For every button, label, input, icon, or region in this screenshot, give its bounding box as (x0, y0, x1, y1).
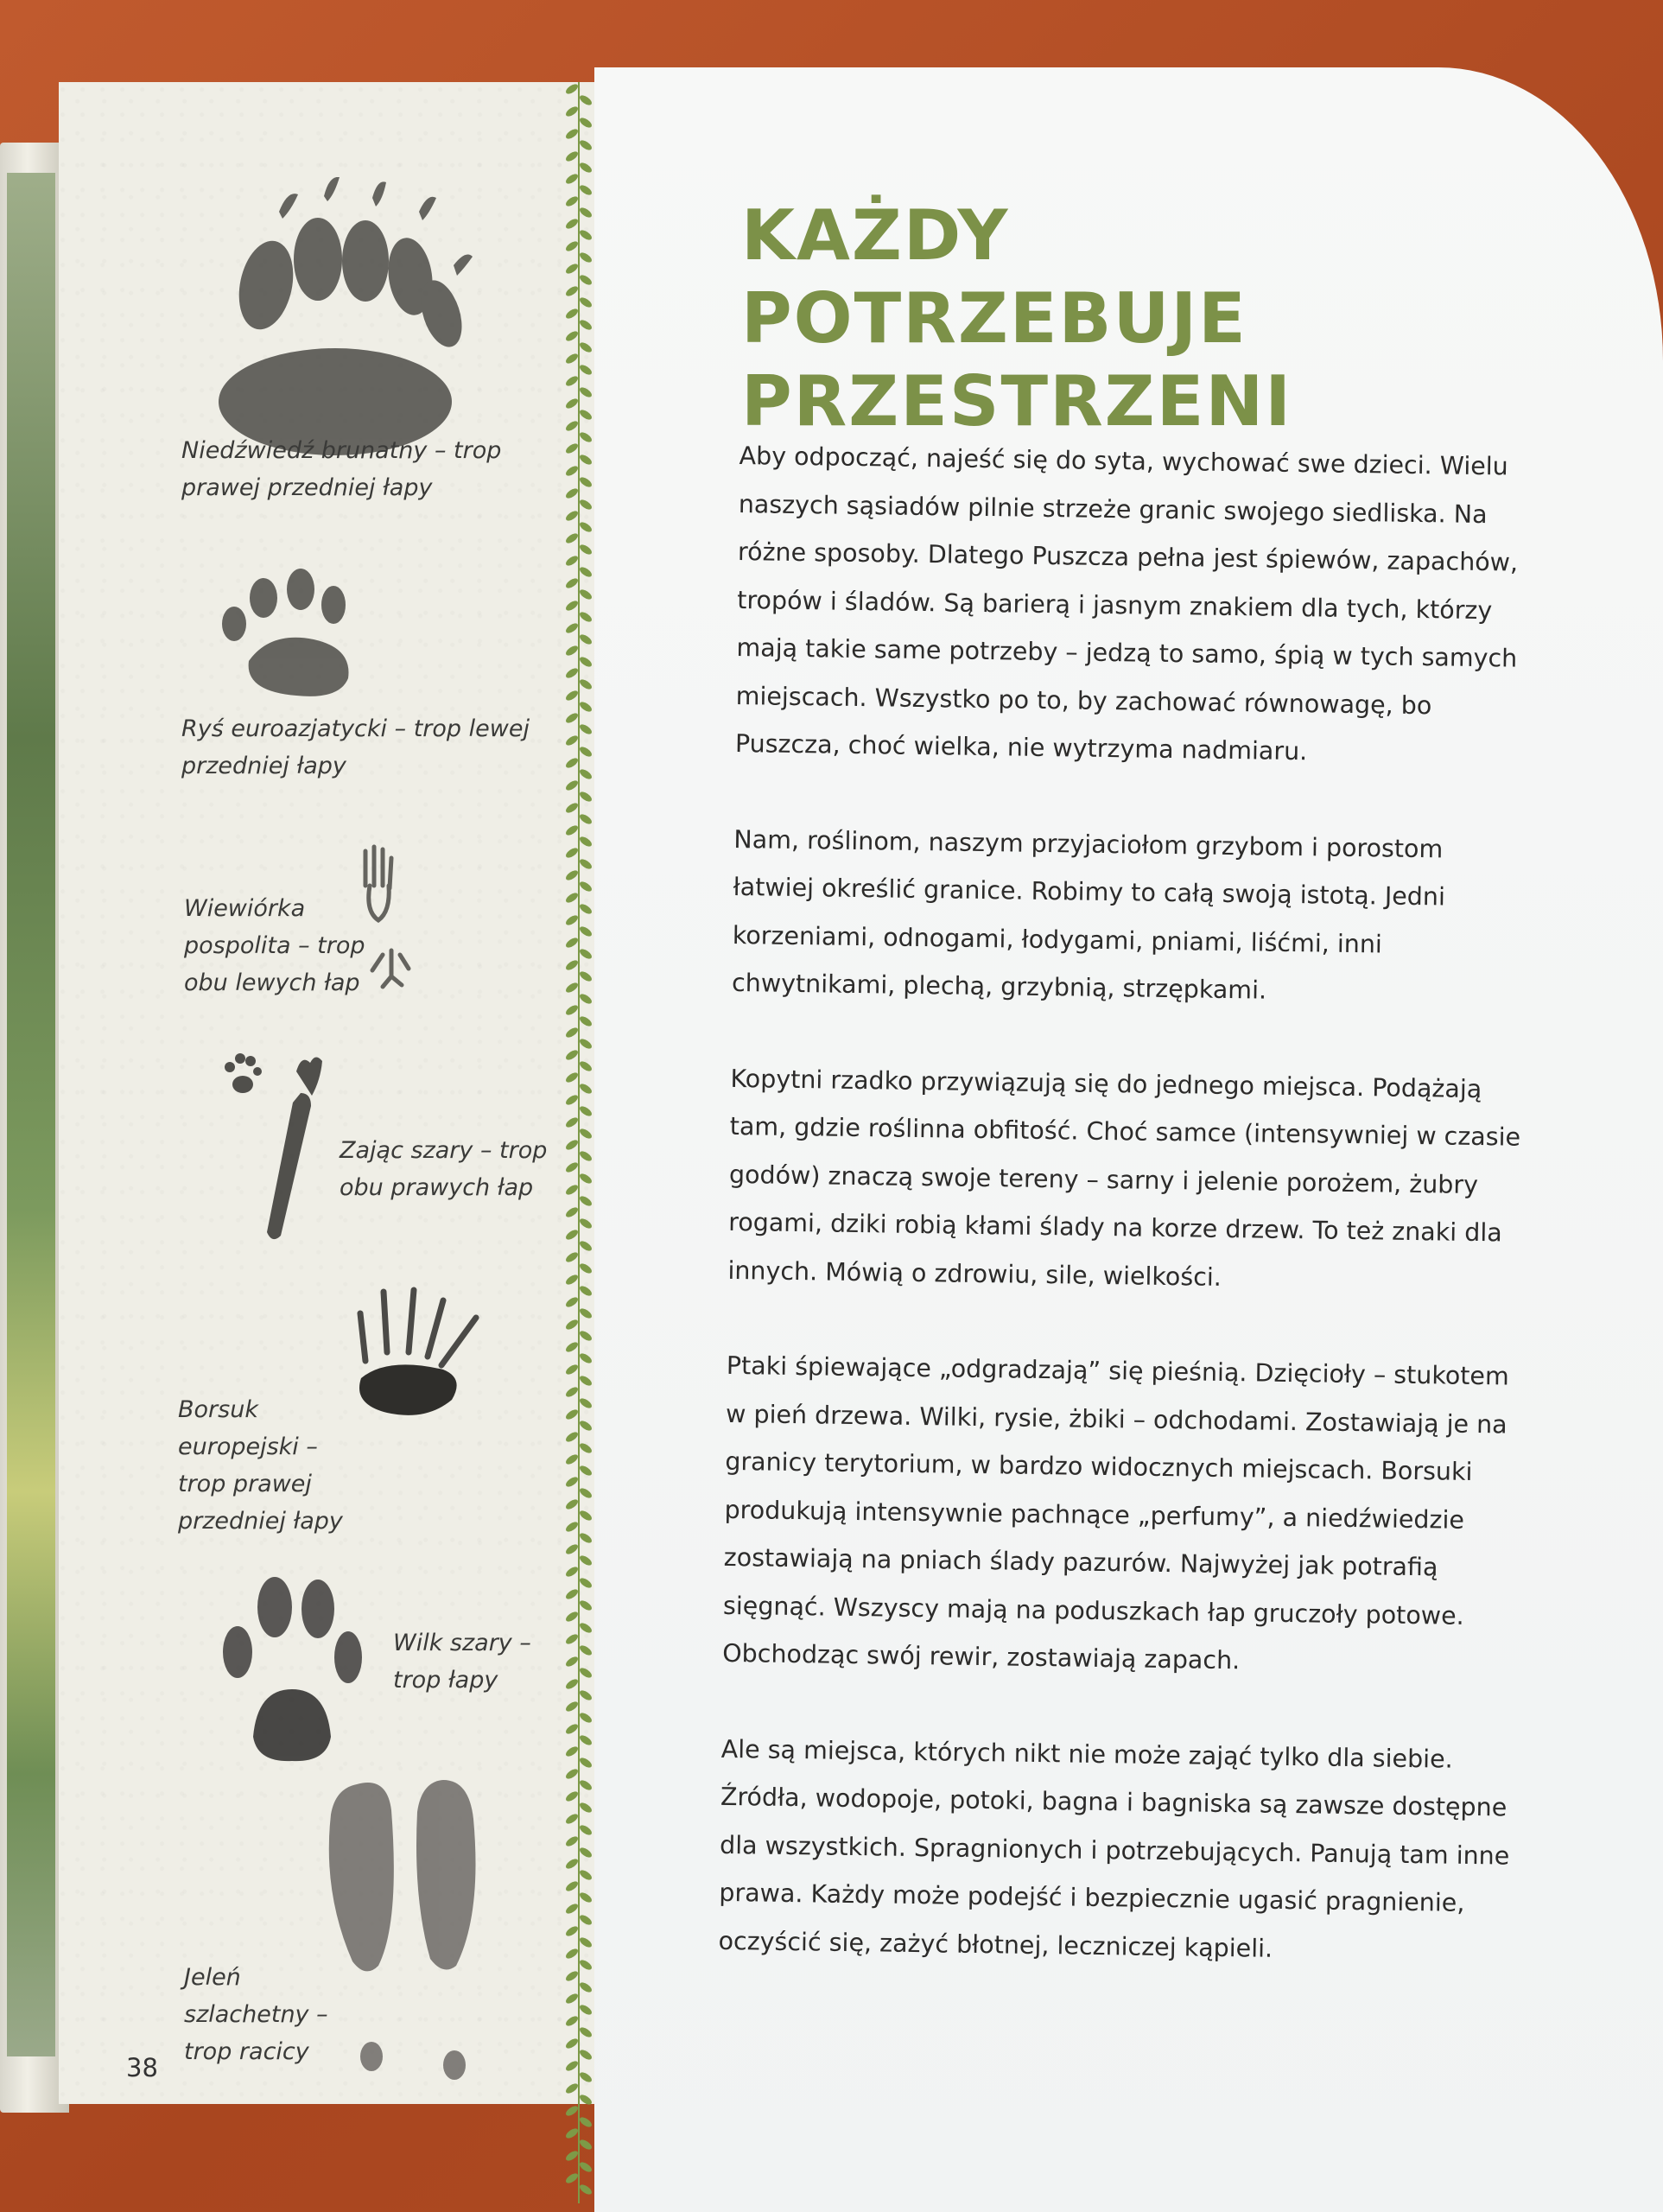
badger-track-image (348, 1283, 486, 1421)
hare-caption: Zając szary – trop obu prawych łap (340, 1137, 548, 1201)
deer-caption: Jeleń szlachetny – trop racicy (184, 1964, 328, 2065)
lynx-caption: Ryś euroazjatycki – trop lewej przedniej łapy (181, 715, 530, 779)
deer-track-image (318, 1767, 508, 2095)
badger-caption: Borsuk europejski – trop prawej przedniej łapy (178, 1396, 343, 1535)
body-text (717, 432, 1533, 2024)
hare-track-image (214, 1046, 327, 1244)
bear-caption: Niedźwiedź brunatny – trop prawej przedniej łapy (181, 437, 502, 501)
paragraph-3: Kopytni rzadko przywiązują się do jednego miejsca. Podążają tam, gdzie roślinna obfitość. Choć samce (intensywniej w czasie godów) znaczą swoje tereny – sarny i jelenie porożem, żubry rogami, dziki robią kłami ślady na korze drzew. To też znaki dla innych. Mówią o zdrowiu, sile, wielkości. (727, 1064, 1521, 1292)
left-page (59, 82, 594, 2104)
paragraph-4: Ptaki śpiewające „odgradzają” się pieśnią. Dzięcioły – stukotem w pień drzewa. Wilki, rysie, żbiki – odchodami. Zostawiają je na granicy terytorium, w bardzo widocznych miejscach. Borsuki produkują intensywnie pachnące „perfumy”, a niedźwiedzie zostawiają na pniach ślady pazurów. Najwyżej jak potrafią sięgnąć. Wszyscy mają na poduszkach łap gruczoły potowe. Obchodząc swój rewir, zostawiają zapach. (722, 1351, 1509, 1675)
lynx-track-image (210, 553, 383, 700)
leaf-vine-border (560, 82, 598, 2203)
adjacent-page-photo (7, 173, 55, 2056)
page-number: 38 (126, 2053, 158, 2082)
paragraph-2: Nam, roślinom, naszym przyjaciołom grzybom i porostom łatwiej określić granice. Robimy to całą swoją istotą. Jedni korzeniami, odnogami, łodygami, pniami, liśćmi, inni chwytnikami, plechą, grzybnią, strzępkami. (731, 824, 1446, 1005)
paragraph-1: Aby odpocząć, najeść się do syta, wychować swe dzieci. Wielu naszych sąsiadów pilnie strzeże granic swojego siedliska. Na różne sposoby. Dlatego Puszcza pełna jest śpiewów, zapachów, tropów i śladów. Są barierą i jasnym znakiem dla tych, którzy mają takie same potrzeby – jedzą to samo, śpią w tych samych miejscach. Wszystko po to, by zachować równowagę, bo Puszcza, choć wielka, nie wytrzyma nadmiaru. (734, 441, 1519, 766)
page-title: KAŻDY POTRZEBUJE PRZESTRZENI (741, 195, 1293, 442)
paragraph-5: Ale są miejsca, których nikt nie może zająć tylko dla siebie. Źródła, wodopoje, potoki, bagna i bagniska są zawsze dostępne dla wszystkich. Spragnionych i potrzebujących. Panują tam inne prawa. Każdy może podejść i bezpiecznie ugasić pragnienie, oczyścić się, zażyć błotnej, leczniczej kąpieli. (718, 1734, 1510, 1963)
squirrel-caption: Wiewiórka pospolita – trop obu lewych łap (184, 895, 365, 996)
wolf-track-image (219, 1573, 365, 1771)
wolf-caption: Wilk szary – trop łapy (393, 1630, 531, 1694)
